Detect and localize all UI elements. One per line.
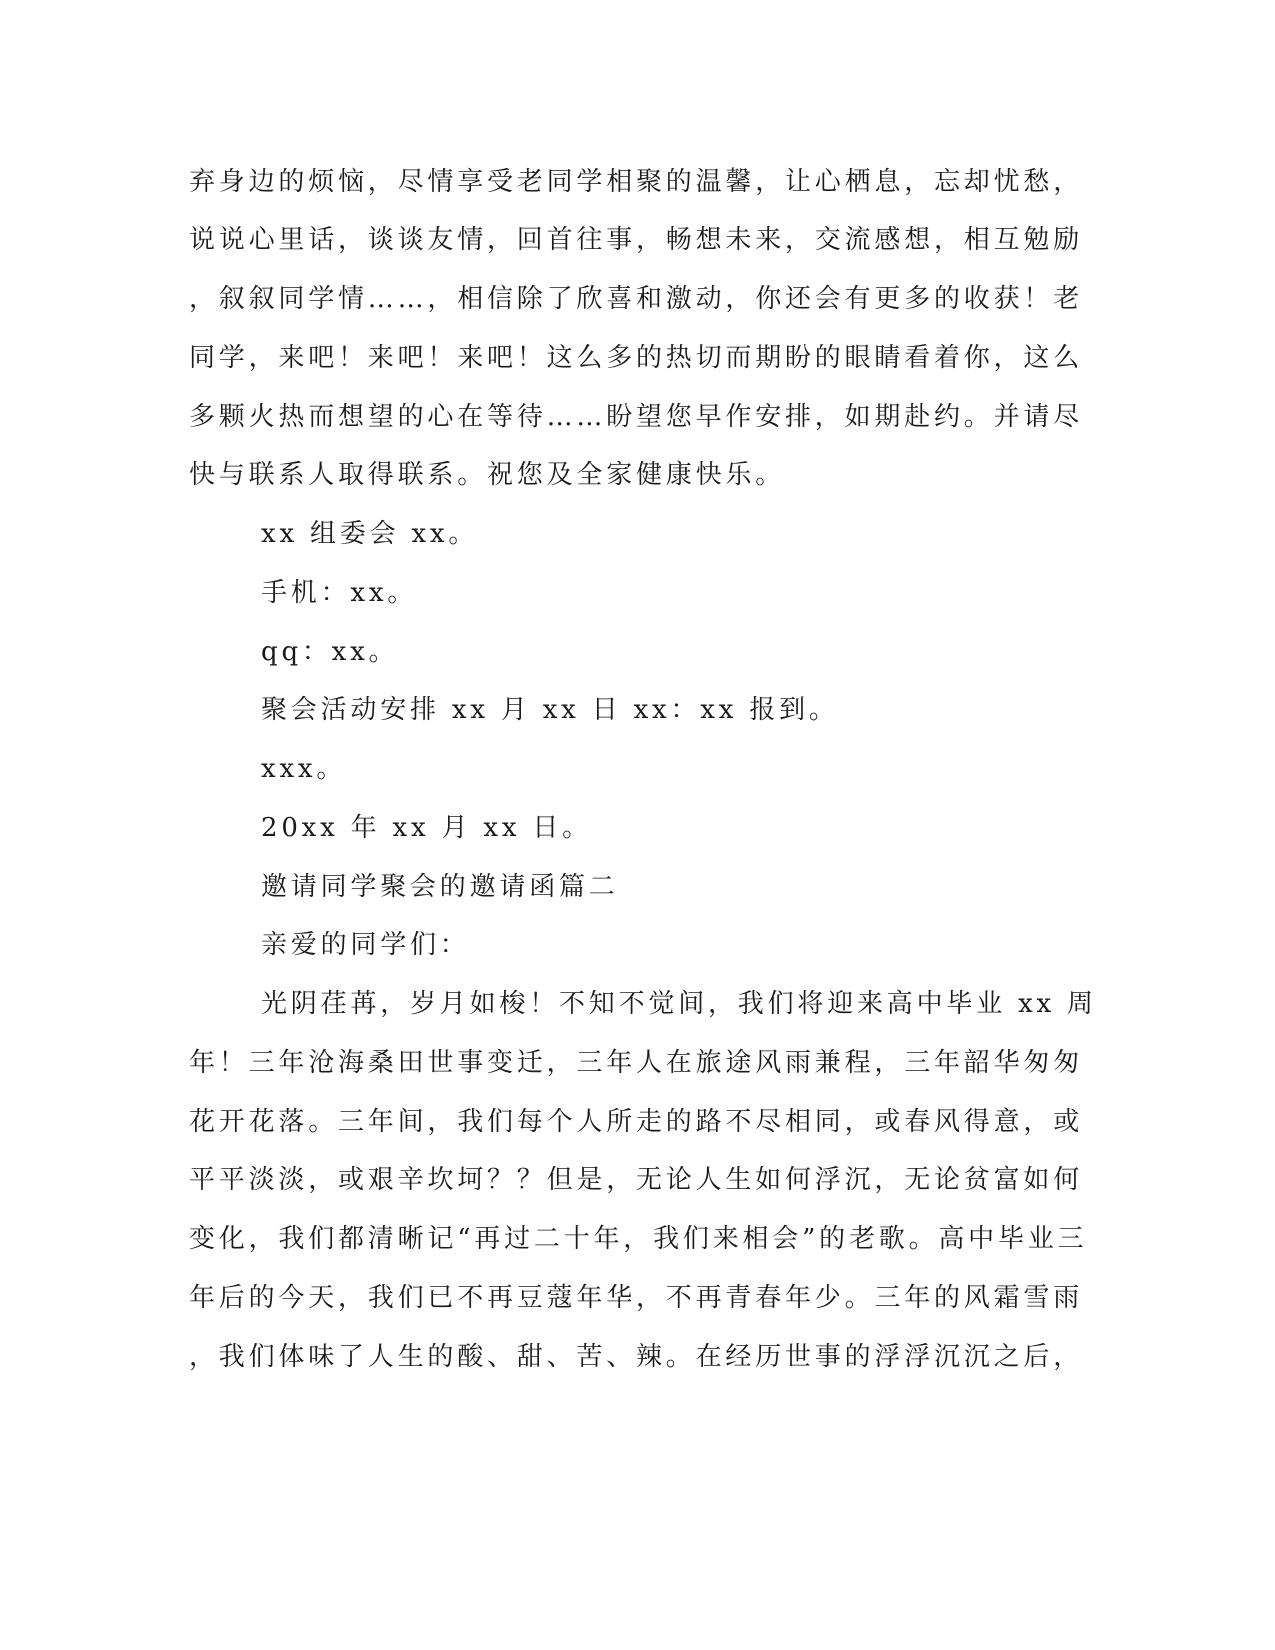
body-text-line: 弃身边的烦恼，尽情享受老同学相聚的温馨，让心栖息，忘却忧愁， bbox=[189, 167, 1084, 197]
body-text-line: 快与联系人取得联系。祝您及全家健康快乐。 bbox=[189, 460, 786, 490]
salutation: 亲爱的同学们： bbox=[261, 930, 470, 960]
body-text-line: 说说心里话，谈谈友情，回首往事，畅想未来，交流感想，相互勉励 bbox=[189, 225, 1084, 255]
body-text-line: ，叙叙同学情……，相信除了欣喜和激动，你还会有更多的收获！老 bbox=[189, 284, 1084, 314]
body-text-line: ，我们体味了人生的酸、甜、苦、辣。在经历世事的浮浮沉沉之后， bbox=[189, 1342, 1084, 1372]
body-text-line: 年！三年沧海桑田世事变迁，三年人在旅途风雨兼程，三年韶华匆匆 bbox=[189, 1048, 1084, 1078]
phone-line: 手机：xx。 bbox=[261, 578, 418, 608]
body-text-line: 同学，来吧！来吧！来吧！这么多的热切而期盼的眼睛看着你，这么 bbox=[189, 343, 1084, 373]
organizer-line: xx 组委会 xx。 bbox=[261, 519, 479, 549]
body-text-line: 多颗火热而想望的心在等待……盼望您早作安排，如期赴约。并请尽 bbox=[189, 402, 1084, 432]
section-title: 邀请同学聚会的邀请函篇二 bbox=[261, 872, 619, 902]
body-text-line: 光阴荏苒，岁月如梭！不知不觉间，我们将迎来高中毕业 xx 周 bbox=[261, 989, 1097, 1019]
body-text-line: 变化，我们都清晰记“再过二十年，我们来相会”的老歌。高中毕业三 bbox=[189, 1224, 1088, 1254]
body-text-line: 年后的今天，我们已不再豆蔻年华，不再青春年少。三年的风霜雪雨 bbox=[189, 1283, 1084, 1313]
schedule-line: 聚会活动安排 xx 月 xx 日 xx：xx 报到。 bbox=[261, 695, 839, 725]
date-line: 20xx 年 xx 月 xx 日。 bbox=[261, 813, 592, 843]
signer-line: xxx。 bbox=[261, 754, 347, 784]
body-text-line: 花开花落。三年间，我们每个人所走的路不尽相同，或春风得意，或 bbox=[189, 1107, 1084, 1137]
body-text-line: 平平淡淡，或艰辛坎坷？？但是，无论人生如何浮沉，无论贫富如何 bbox=[189, 1165, 1084, 1195]
qq-line: qq：xx。 bbox=[261, 637, 399, 667]
